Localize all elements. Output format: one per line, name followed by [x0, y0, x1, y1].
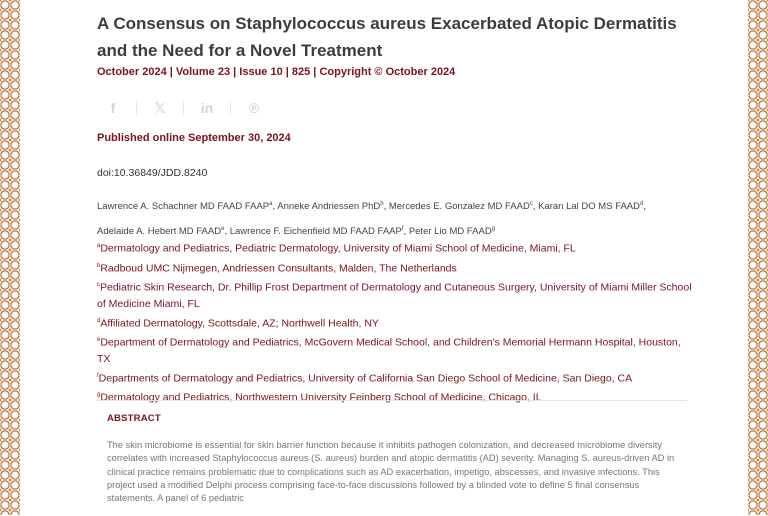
article-title: A Consensus on Staphylococcus aureus Exacerbated Atopic Dermatitis and the Need for a Novel Treatment	[97, 14, 677, 60]
author[interactable]: Anneke Andriessen PhD$^b$	[277, 201, 384, 213]
affiliation: $^d$Affiliated Dermatology, Scottsdale, AZ; Northwell Health, NY	[97, 317, 379, 329]
affiliation: $^a$Dermatology and Pediatrics, Pediatric Dermatology, University of Miami School of Medicine, Miami, FL	[97, 242, 576, 255]
share-bar	[103, 98, 264, 118]
share-divider	[230, 101, 231, 115]
author[interactable]: Lawrence A. Schachner MD FAAD FAAP$^a$	[97, 201, 273, 213]
author[interactable]: Lawrence F. Eichenfield MD FAAD FAAP$^f$	[229, 226, 404, 238]
affiliation: $^f$Departments of Dermatology and Pediatrics, University of California San Diego School of Medicine, San Diego, CA	[97, 372, 633, 384]
article-meta: October 2024 | Volume 23 | Issue 10 | 825 | Copyright © October 2024	[97, 66, 456, 78]
author[interactable]: Adelaide A. Hebert MD FAAD$^e$	[97, 226, 225, 238]
share-divider	[183, 101, 184, 115]
decorative-border-right	[748, 0, 768, 515]
affiliation: $^b$Radboud UMC Nijmegen, Andriessen Consultants, Malden, The Netherlands	[97, 262, 457, 274]
author[interactable]: Mercedes E. Gonzalez MD FAAD$^c$	[388, 201, 533, 213]
abstract-heading: ABSTRACT	[107, 413, 161, 424]
author[interactable]: Karan Lal DO MS FAAD$^d$	[538, 201, 644, 213]
pinterest-icon[interactable]: ℗	[248, 100, 260, 116]
affiliation: $^g$Dermatology and Pediatrics, Northwestern University Feinberg School of Medicine, Chicago, IL	[97, 391, 542, 404]
doi-link[interactable]: doi:10.36849/JDD.8240	[97, 167, 208, 179]
abstract-text: The skin microbiome is essential for skin barrier function because it inhibits pathogen colonization, and decreased microbiome diversity correlates with increased Staphylococcus aureus (S. aureus) burden and atopic dermatitis (AD) severity. Managing S. aureus-driven AD in clinical practice remains problematic due to complications such as AD exacerbation, impetigo, abscesses, and invasive infections. This project used a modified Delphi process comprising face-to-face discussions followed by a blinded vote to define 5 final consensus statements. A panel of 6 pediatric	[107, 440, 675, 504]
affiliation: $^c$Pediatric Skin Research, Dr. Phillip Frost Department of Dermatology and Cutaneous Surgery, University of Miami Miller School of Medicine Miami, FL	[97, 281, 692, 310]
published-date: Published online September 30, 2024	[97, 132, 291, 144]
decorative-border-left	[0, 0, 20, 515]
affiliation-list	[97, 238, 692, 407]
author-list: Lawrence A. Schachner MD FAAD FAAP$^a$, Anneke Andriessen PhD$^b$, Mercedes E. Gonzalez MD FAAD$^c$, Karan Lal DO MS FAAD$^d$, Adelaide A. Hebert MD FAAD$^e$, Lawrence F. Eichenfield MD FAAD FAAP$^f$, Peter Lio MD FAAD$^g$	[97, 201, 646, 238]
author[interactable]: Peter Lio MD FAAD$^g$	[408, 226, 496, 238]
x-icon[interactable]: 𝕏	[154, 99, 166, 116]
affiliation: $^e$Department of Dermatology and Pediatrics, McGovern Medical School, and Children's Memorial Hermann Hospital, Houston, TX	[97, 336, 681, 365]
share-divider	[136, 101, 137, 115]
facebook-icon[interactable]: f	[110, 100, 116, 116]
linkedin-icon[interactable]: in	[200, 100, 214, 116]
abstract-section	[97, 400, 687, 516]
